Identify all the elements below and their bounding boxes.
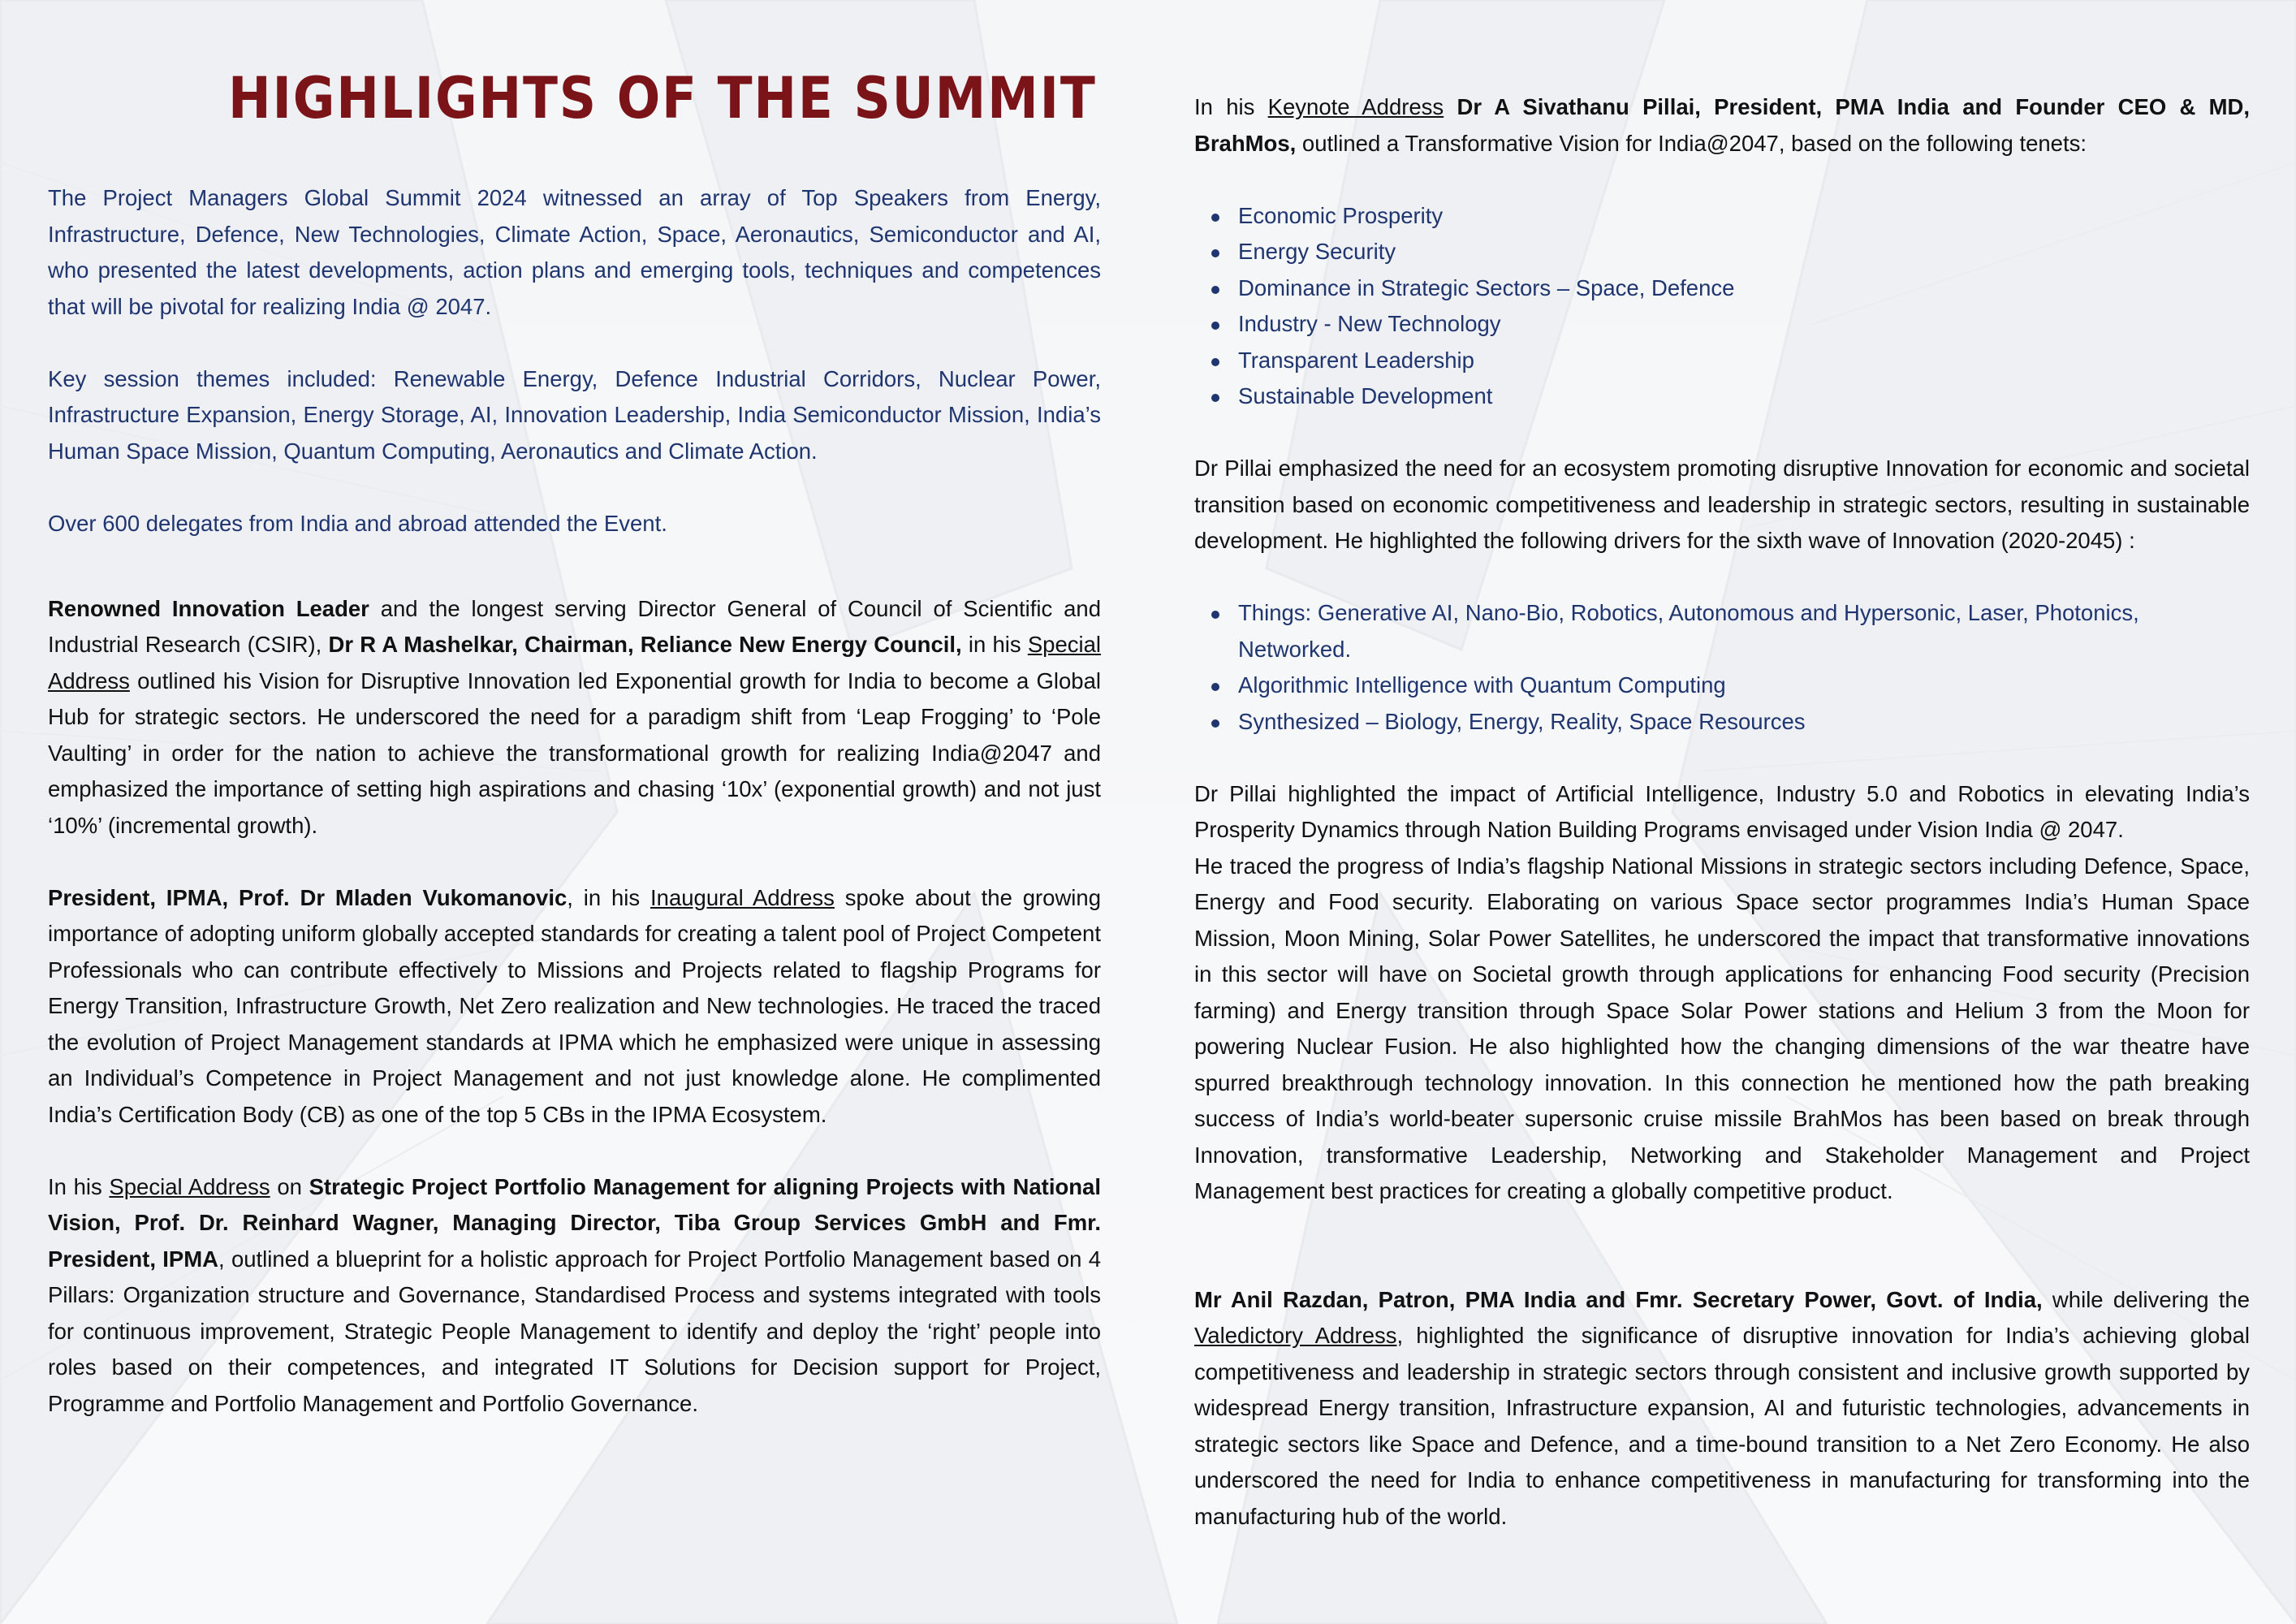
keynote-paragraph: In his Keynote Address Dr A Sivathanu Pillai, President, PMA India and Founder CEO & MD, BrahMos, outlined a Transformative Vision for India@2047, based on the following tenets: [1194, 94, 2251, 156]
bold-text: Renowned Innovation Leader [48, 595, 369, 621]
drivers-list [1194, 595, 2250, 740]
underlined-text: Special Address [109, 1173, 270, 1199]
mashelkar-paragraph: Renowned Innovation Leader and the longest serving Director General of Council of Scientific and Industrial Research (CSIR), Dr R A Mashelkar, Chairman, Reliance New Energy Council, in his Special Address outlined his Vision for Disruptive Innovation led Exponential growth for India to become a Global Hub for strategic sectors. He underscored the need for a paradigm shift from ‘Leap Frogging’ to ‘Pole Vaulting’ in order for the nation to achieve the transformational growth for realizing India@2047 and emphasized the importance of setting high aspirations and chasing ‘10x’ (exponential growth) and not just ‘10%’ (incremental growth). [48, 595, 1102, 838]
underlined-text: Valedictory Address [1194, 1323, 1397, 1348]
list-item: Sustainable Development [1238, 378, 2250, 415]
left-column [48, 65, 1101, 1422]
underlined-text: Keynote Address [1267, 94, 1444, 119]
intro-paragraph-2: Key session themes included: Renewable Energy, Defence Industrial Corridors, Nuclear Power, Infrastructure Expansion, Energy Storage, AI, Innovation Leadership, India Semiconductor Mission, India’s Human Space Mission, Quantum Computing, Aeronautics and Climate Action. [48, 365, 1101, 464]
list-item: Algorithmic Intelligence with Quantum Computing [1238, 667, 2250, 704]
wagner-paragraph: In his Special Address on Strategic Project Portfolio Management for aligning Projects with National Vision, Prof. Dr. Reinhard Wagner, Managing Director, Tiba Group Services GmbH and Fmr. President, IPMA, outlined a blueprint for a holistic approach for Project Portfolio Management based on 4 Pillars: Organization structure and Governance, Standardised Process and systems integrated with tools for continuous improvement, Strategic People Management to identify and deploy the ‘right’ people into roles based on their competences, and integrated IT Solutions for Decision support for Project, Programme and Portfolio Management and Portfolio Governance. [48, 1173, 1101, 1416]
intro-paragraph-1: The Project Managers Global Summit 2024 witnessed an array of Top Speakers from Energy, Infrastructure, Defence, New Technologies, Climate Action, Space, Aeronautics, Semiconductor and AI, who presented the latest developments, action plans and emerging tools, techniques and competences that will be pivotal for realizing India @ 2047. [48, 185, 1101, 319]
list-item: Dominance in Strategic Sectors – Space, Defence [1238, 270, 2250, 307]
tenets-list [1194, 198, 2250, 415]
pillai-paragraph-2: Dr Pillai highlighted the impact of Artificial Intelligence, Industry 5.0 and Robotics in elevating India’s Prosperity Dynamics through Nation Building Programs envisaged under Vision India @ 2047. [1194, 780, 2250, 842]
bold-text: Strategic Project Portfolio Management for aligning Projects with National Vision, Prof. Dr. Reinhard Wagner, Managing Director, Tiba Group Services GmbH and Fmr. President, IPMA [48, 1173, 1101, 1272]
list-item: Synthesized – Biology, Energy, Reality, Space Resources [1238, 704, 2250, 741]
bold-text: Dr A Sivathanu Pillai, President, PMA India and Founder CEO & MD, BrahMos, [1194, 94, 2251, 156]
underlined-text: Special Address [48, 632, 1102, 693]
vukomanovic-paragraph: President, IPMA, Prof. Dr Mladen Vukomanovic, in his Inaugural Address spoke about the growing importance of adopting uniform globally accepted standards for creating a talent pool of Project Competent Professionals who can contribute effectively to Missions and Projects related to flagship Programs for Energy Transition, Infrastructure Growth, Net Zero realization and New technologies. He traced the traced the evolution of Project Management standards at IPMA which he emphasized were unique in assessing an Individual’s Competence in Project Management and not just knowledge alone. He complimented India’s Certification Body (CB) as one of the top 5 CBs in the IPMA Ecosystem. [48, 884, 1102, 1127]
bold-text: President, IPMA, Prof. Dr Mladen Vukomanovic [48, 884, 568, 910]
razdan-paragraph: Mr Anil Razdan, Patron, PMA India and Fmr. Secretary Power, Govt. of India, while delivering the Valedictory Address, highlighted the significance of disruptive innovation for India’s achieving global competitiveness and leadership in strategic sectors through consistent and inclusive growth supported by widespread Energy transition, Infrastructure expansion, AI and futuristic technologies, advancements in strategic sectors like Space and Defence, and a time-bound transition to a Net Zero Economy. He also underscored the need for India to enhance competitiveness in manufacturing for transforming into the manufacturing hub of the world. [1194, 1286, 2250, 1529]
bold-text: Dr R A Mashelkar, Chairman, Reliance New Energy Council, [328, 632, 962, 657]
underlined-text: Inaugural Address [650, 884, 835, 910]
pillai-paragraph-3: He traced the progress of India’s flagship National Missions in strategic sectors including Defence, Space, Energy and Food security. Elaborating on various Space sector programmes India’s Human Space Mission, Moon Mining, Solar Power Satellites, he underscored the impact that transformative innovations in this sector will have on Societal growth through applications for enhancing Food security (Precision farming) and Energy transition through Space Solar Power stations and Helium 3 from the Moon for powering Nuclear Fusion. He also highlighted how the changing dimensions of the war theatre have spurred breakthrough technology innovation. In this connection he mentioned how the path breaking success of India’s world-beater supersonic cruise missile BrahMos has been based on break through Innovation, transformative Leadership, Networking and Stakeholder Management and Project Management best practices for creating a globally competitive product. [1194, 853, 2250, 1203]
list-item: Economic Prosperity [1238, 198, 2250, 235]
bold-text: Mr Anil Razdan, Patron, PMA India and Fmr. Secretary Power, Govt. of India, [1194, 1286, 2043, 1312]
right-column [1194, 89, 2250, 1535]
list-item: Things: Generative AI, Nano-Bio, Robotics, Autonomous and Hypersonic, Laser, Photonics, Networked. [1238, 595, 2250, 667]
pillai-paragraph-1: Dr Pillai emphasized the need for an ecosystem promoting disruptive Innovation for economic and societal transition based on economic competitiveness and leadership in strategic sectors, resulting in sustainable development. He highlighted the following drivers for the sixth wave of Innovation (2020-2045) : [1194, 456, 2250, 553]
list-item: Industry - New Technology [1238, 306, 2250, 343]
page-title: HIGHLIGHTS OF THE SUMMIT [228, 65, 1097, 132]
list-item: Transparent Leadership [1238, 343, 2250, 379]
intro-paragraph-3: Over 600 delegates from India and abroad attended the Event. [48, 510, 667, 536]
list-item: Energy Security [1238, 234, 2250, 270]
